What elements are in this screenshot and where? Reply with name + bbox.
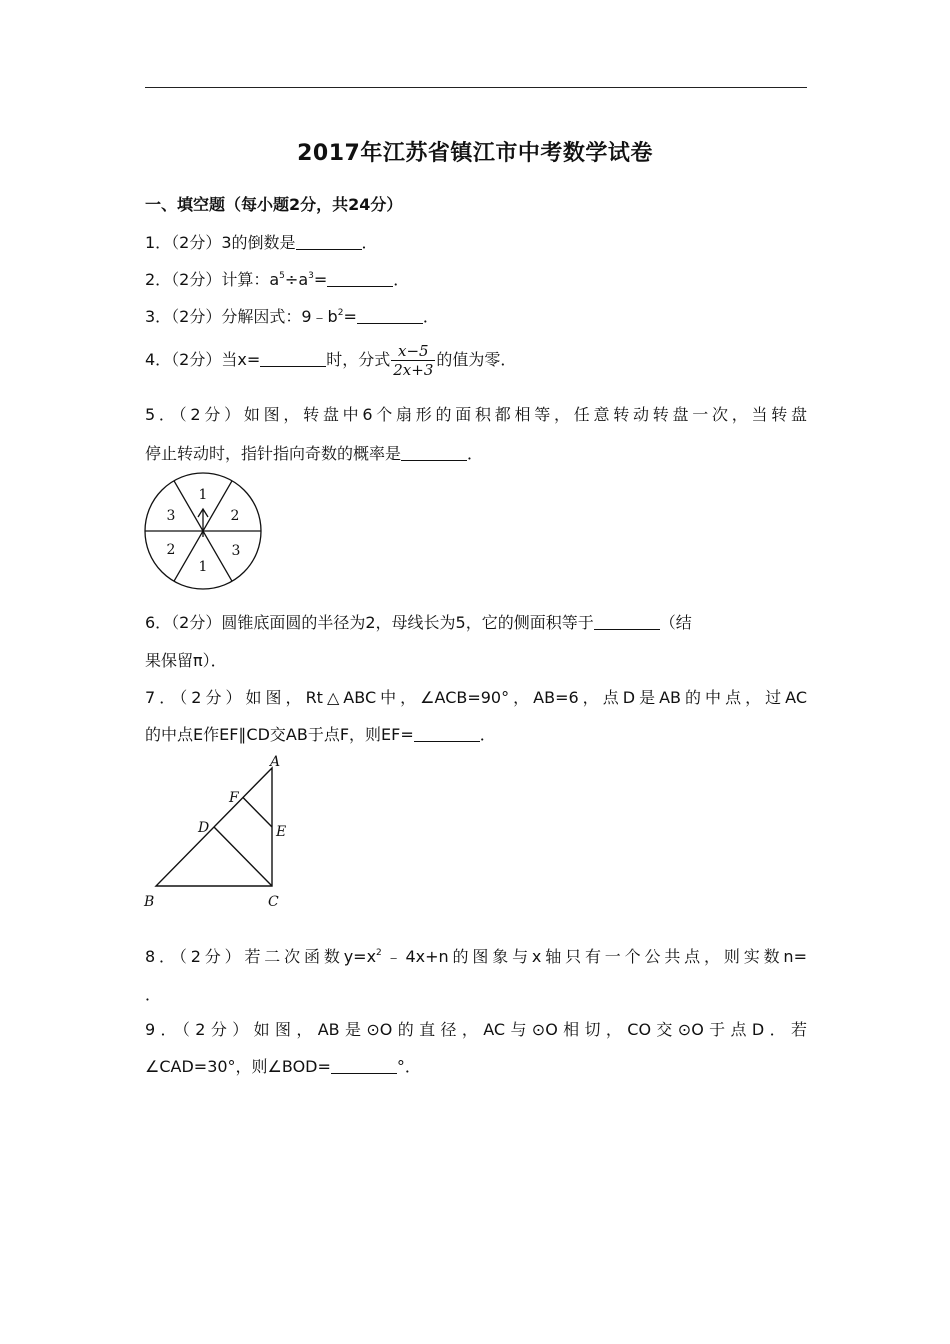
question-5-line1: 5．（2分）如图，转盘中6个扇形的面积都相等，任意转动转盘一次，当转盘 bbox=[145, 405, 807, 424]
segment-cd bbox=[214, 827, 272, 886]
triangle-figure bbox=[140, 752, 300, 912]
answer-blank bbox=[260, 352, 326, 367]
sector-label: 1 bbox=[198, 559, 208, 575]
vertex-label-e: E bbox=[276, 824, 287, 840]
question-5-line2: 停止转动时，指针指向奇数的概率是 ． bbox=[145, 444, 484, 463]
answer-blank bbox=[594, 615, 660, 630]
question-9-line1: 9．（2分）如图，AB是⊙O的直径，AC与⊙O相切，CO交⊙O于点D．若 bbox=[145, 1020, 807, 1039]
question-3: 3．（2分）分解因式：$9﹣b^2=$ ． bbox=[145, 307, 439, 326]
question-8-line1: 8．（2分）若二次函数$y=x^2﹣4x+n$的图象与x轴只有一个公共点，则实数n= bbox=[145, 947, 807, 966]
question-6-line2: 果保留π）． bbox=[145, 651, 227, 670]
header-rule bbox=[145, 87, 807, 88]
sector-label: 3 bbox=[231, 543, 241, 559]
page-title: 2017年江苏省镇江市中考数学试卷 bbox=[297, 141, 653, 166]
section-heading: 一、填空题（每小题2分，共24分） bbox=[145, 195, 403, 214]
fraction: $\frac{x-5}{2x+3}$ bbox=[393, 342, 434, 379]
question-6-line1: 6．（2分）圆锥底面圆的半径为2，母线长为5，它的侧面积等于 （结 bbox=[145, 613, 692, 632]
answer-blank bbox=[414, 727, 480, 742]
spinner-figure bbox=[140, 472, 270, 592]
answer-blank bbox=[296, 235, 362, 250]
vertex-label-d: D bbox=[198, 820, 210, 836]
vertex-label-f: F bbox=[229, 790, 239, 806]
question-1: 1．（2分）3的倒数是 ． bbox=[145, 233, 378, 252]
vertex-label-a: A bbox=[270, 754, 281, 770]
sector-label: 2 bbox=[230, 508, 240, 524]
vertex-label-c: C bbox=[268, 894, 279, 910]
segment-ef bbox=[243, 798, 272, 828]
answer-blank bbox=[331, 1059, 397, 1074]
answer-blank bbox=[357, 309, 423, 324]
question-4: 4．（2分）当x= 时，分式 $\frac{x-5}{2x+3}$ 的值为零． bbox=[145, 342, 517, 379]
question-7-line1: 7．（2分）如图，Rt△ABC中，∠ACB=90°，AB=6，点D是AB的中点，过AC bbox=[145, 688, 807, 707]
sector-label: 2 bbox=[166, 542, 176, 558]
sector-label: 3 bbox=[166, 508, 176, 524]
vertex-label-b: B bbox=[144, 894, 155, 910]
answer-blank bbox=[401, 446, 467, 461]
question-2: 2．（2分）计算：$a^5\div a^3=$ ． bbox=[145, 270, 410, 289]
sector-label: 1 bbox=[198, 487, 208, 503]
answer-blank bbox=[327, 272, 393, 287]
question-7-line2: 的中点E作EF∥CD交AB于点F，则EF= ． bbox=[145, 725, 496, 744]
question-9-line2: ∠CAD=30°，则∠BOD= °． bbox=[145, 1057, 421, 1076]
question-8-line2: ． bbox=[145, 985, 162, 1004]
